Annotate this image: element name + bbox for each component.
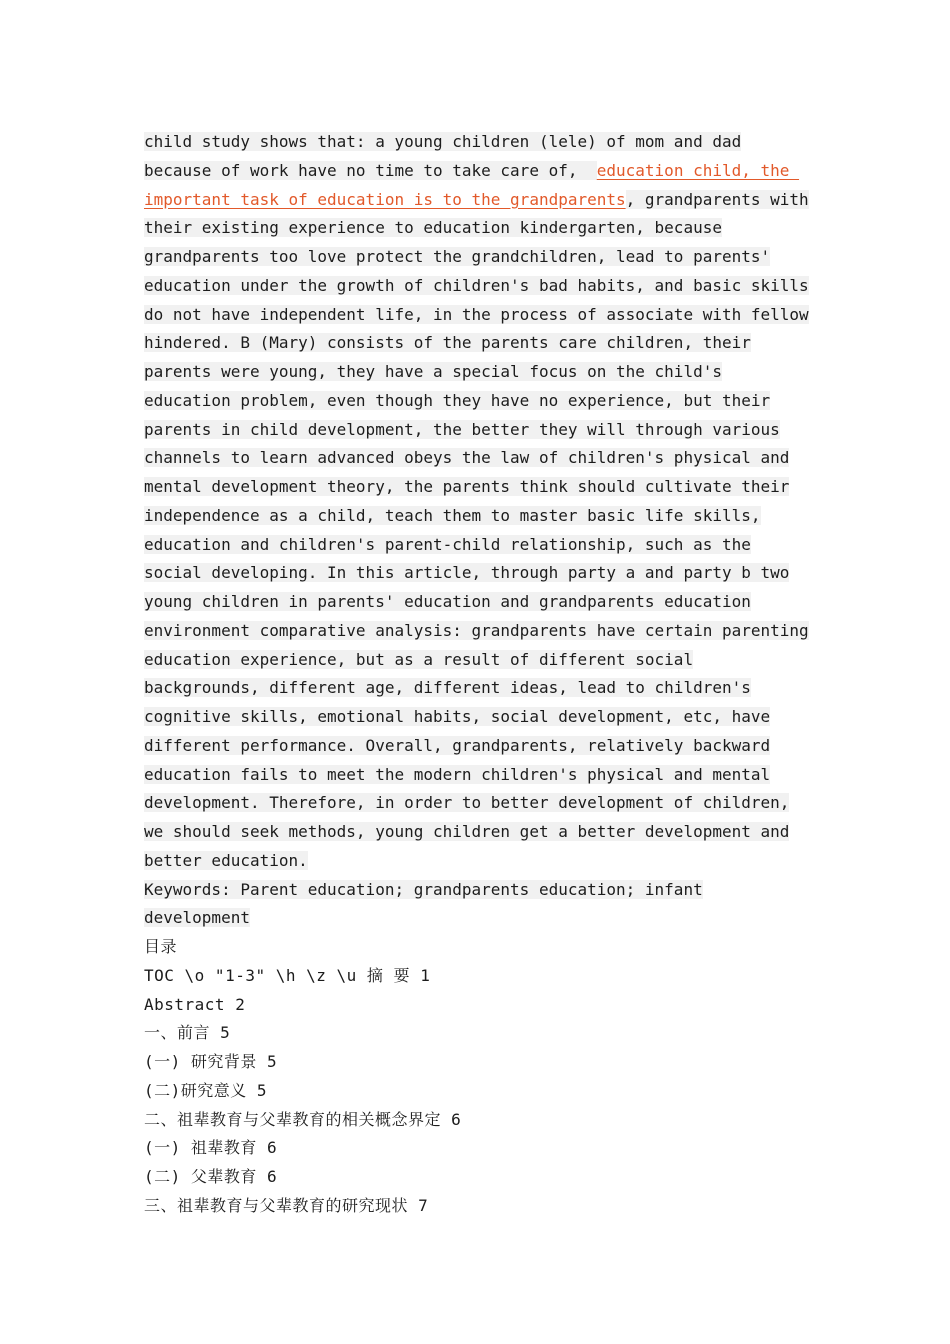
text-run: channels to learn advanced obeys the law of children's physical and <box>144 448 790 468</box>
abstract-line <box>144 329 812 358</box>
toc-entry[interactable]: 二、祖辈教育与父辈教育的相关概念界定 6 <box>144 1109 462 1129</box>
abstract-line <box>144 444 812 473</box>
hyperlink-text[interactable]: education child, the <box>596 160 800 180</box>
text-run: hindered. B (Mary) consists of the parents care children, their <box>144 333 751 353</box>
text-run: development. Therefore, in order to better development of children, <box>144 793 790 813</box>
text-run: education experience, but as a result of different social <box>144 649 694 669</box>
abstract-line <box>144 646 812 675</box>
document-page <box>144 128 812 1221</box>
text-run: education under the growth of children's bad habits, and basic skills <box>144 275 809 295</box>
hyperlink-text[interactable]: important task of education is to the grandparents <box>144 189 626 209</box>
abstract-line <box>144 214 812 243</box>
text-run: environment comparative analysis: grandparents have certain parenting <box>144 620 809 640</box>
text-run: better education. <box>144 850 308 870</box>
text-run: mental development theory, the parents think should cultivate their <box>144 477 790 496</box>
text-run: parents were young, they have a special focus on the child's <box>144 362 722 381</box>
abstract-line <box>144 272 812 301</box>
abstract-line <box>144 531 812 560</box>
text-run: Keywords: Parent education; grandparents education; infant <box>144 879 703 899</box>
text-run: education fails to meet the modern children's physical and mental <box>144 764 771 784</box>
abstract-line <box>144 186 812 215</box>
text-run: education problem, even though they have no experience, but their <box>144 390 771 410</box>
abstract-line <box>144 847 812 876</box>
text-run: their existing experience to education kindergarten, because <box>144 218 722 238</box>
text-run: cognitive skills, emotional habits, social development, etc, have <box>144 707 771 726</box>
abstract-line <box>144 789 812 818</box>
toc-field-code[interactable]: TOC \o "1-3" \h \z \u 摘 要 1 <box>144 965 431 985</box>
toc-entry[interactable]: 一、前言 5 <box>144 1023 231 1043</box>
abstract-line <box>144 674 812 703</box>
abstract-line <box>144 416 812 445</box>
abstract-line <box>144 243 812 272</box>
abstract-line <box>144 559 812 588</box>
toc-entry[interactable]: (二)研究意义 5 <box>144 1080 268 1100</box>
toc-entry[interactable]: Abstract 2 <box>144 994 246 1014</box>
text-run: do not have independent life, in the process of associate with fellow <box>144 304 809 324</box>
abstract-line <box>144 387 812 416</box>
keywords-line <box>144 876 812 905</box>
text-run: development <box>144 908 250 928</box>
text-run: independence as a child, teach them to master basic life skills, <box>144 505 761 525</box>
text-run: different performance. Overall, grandparents, relatively backward <box>144 735 771 755</box>
abstract-line <box>144 761 812 790</box>
abstract-line <box>144 732 812 761</box>
abstract-line <box>144 301 812 330</box>
text-run: backgrounds, different age, different ideas, lead to children's <box>144 678 751 698</box>
abstract-line <box>144 617 812 646</box>
abstract-body <box>144 128 812 933</box>
table-of-contents <box>144 933 812 1221</box>
toc-entry[interactable]: 三、祖辈教育与父辈教育的研究现状 7 <box>144 1195 429 1215</box>
toc-entry[interactable]: (二) 父辈教育 6 <box>144 1167 278 1186</box>
text-run: social developing. In this article, through party a and party b two <box>144 563 790 583</box>
text-run: young children in parents' education and grandparents education <box>144 592 751 611</box>
text-run: because of work have no time to take care of, <box>144 160 597 180</box>
text-run: child study shows that: a young children (lele) of mom and dad <box>144 132 742 151</box>
abstract-line <box>144 358 812 387</box>
keywords-line <box>144 904 812 933</box>
abstract-line <box>144 128 812 157</box>
text-run: we should seek methods, young children get a better development and <box>144 822 790 841</box>
text-run: education and children's parent-child relationship, such as the <box>144 534 751 554</box>
text-run: , grandparents with <box>625 189 809 209</box>
abstract-line <box>144 157 812 186</box>
toc-heading: 目录 <box>144 937 178 956</box>
abstract-line <box>144 703 812 732</box>
abstract-line <box>144 473 812 502</box>
abstract-line <box>144 588 812 617</box>
text-run: parents in child development, the better they will through various <box>144 419 780 439</box>
abstract-line <box>144 502 812 531</box>
abstract-line <box>144 818 812 847</box>
toc-entry[interactable]: (一) 研究背景 5 <box>144 1052 278 1071</box>
text-run: grandparents too love protect the grandchildren, lead to parents' <box>144 247 771 266</box>
toc-entry[interactable]: (一) 祖辈教育 6 <box>144 1138 278 1158</box>
